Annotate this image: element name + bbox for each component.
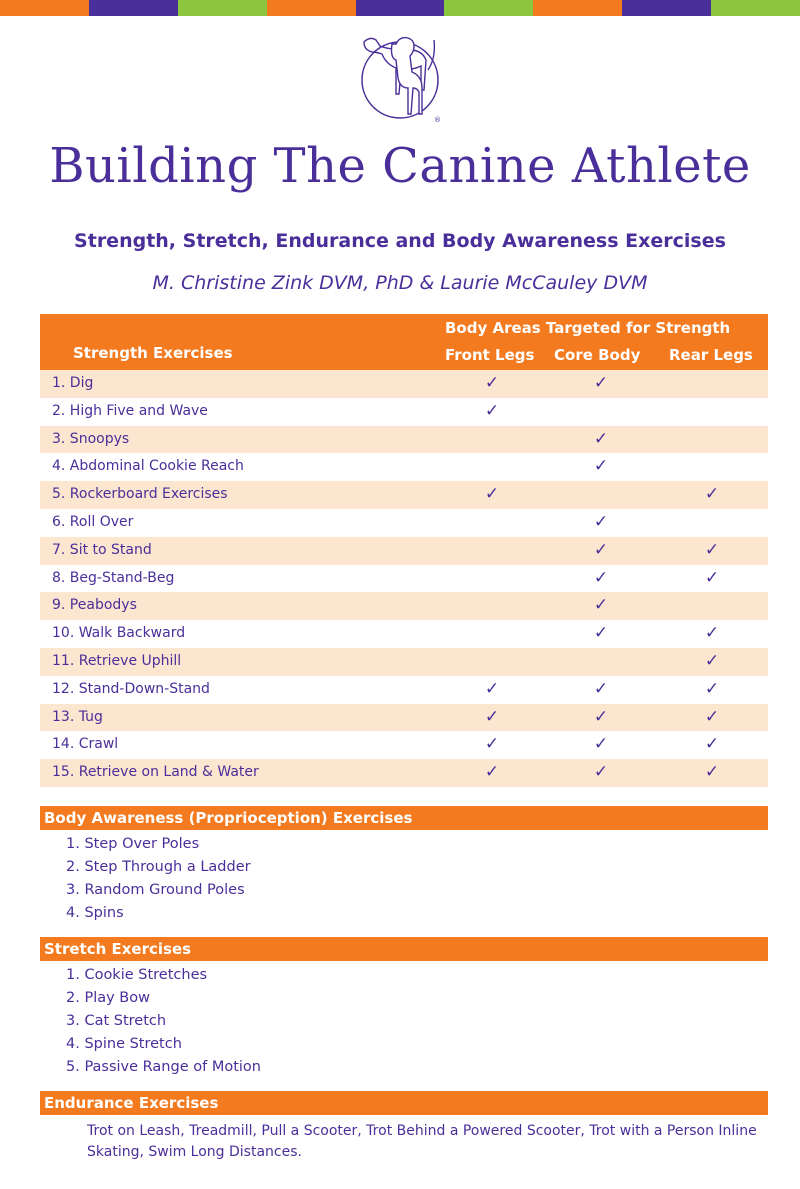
check-icon: ✓ <box>704 567 720 588</box>
check-icon: ✓ <box>484 484 500 505</box>
strength-table <box>40 314 768 787</box>
check-icon: ✓ <box>593 456 609 477</box>
exercise-name: 8. Beg-Stand-Beg <box>52 569 175 586</box>
check-icon: ✓ <box>484 762 500 783</box>
table-row <box>40 537 768 565</box>
list-item: 3. Random Ground Poles <box>66 882 245 898</box>
exercise-name: 12. Stand-Down-Stand <box>52 680 210 697</box>
stretch-list <box>66 964 261 1079</box>
table-row <box>40 759 768 787</box>
check-icon: ✓ <box>593 678 609 699</box>
strength-table-header <box>40 314 768 370</box>
check-icon: ✓ <box>593 595 609 616</box>
exercise-name: 2. High Five and Wave <box>52 402 208 419</box>
endurance-text: Trot on Leash, Treadmill, Pull a Scooter, Trot Behind a Powered Scooter, Trot with a Person Inline Skating, Swim Long Distances. <box>87 1123 757 1160</box>
check-icon: ✓ <box>593 623 609 644</box>
table-row <box>40 731 768 759</box>
check-icon: ✓ <box>704 539 720 560</box>
header-core-body: Core Body <box>554 346 641 364</box>
header-front-legs: Front Legs <box>445 346 535 364</box>
stripe-segment <box>89 0 178 16</box>
svg-text:®: ® <box>434 116 441 124</box>
check-icon: ✓ <box>704 762 720 783</box>
table-row <box>40 676 768 704</box>
exercise-name: 15. Retrieve on Land & Water <box>52 764 259 781</box>
exercise-name: 9. Peabodys <box>52 597 137 614</box>
exercise-name: 3. Snoopys <box>52 430 130 447</box>
list-item: 5. Passive Range of Motion <box>66 1059 261 1075</box>
stripe-segment <box>178 0 267 16</box>
check-icon: ✓ <box>593 373 609 393</box>
stripe-segment <box>267 0 356 16</box>
stripe-segment <box>356 0 445 16</box>
stripe-segment <box>711 0 800 16</box>
table-row <box>40 509 768 537</box>
color-stripe <box>0 0 800 16</box>
authors: M. Christine Zink DVM, PhD & Laurie McCauley DVM <box>152 272 648 294</box>
header-body-areas: Body Areas Targeted for Strength <box>445 319 731 337</box>
check-icon: ✓ <box>593 706 609 727</box>
exercise-name: 14. Crawl <box>52 736 119 753</box>
check-icon: ✓ <box>593 511 609 532</box>
check-icon: ✓ <box>593 762 609 783</box>
exercise-name: 1. Dig <box>52 375 94 391</box>
table-row <box>40 481 768 509</box>
check-icon: ✓ <box>704 678 720 699</box>
check-icon: ✓ <box>593 567 609 588</box>
page-subtitle: Strength, Stretch, Endurance and Body Awareness Exercises <box>74 230 726 252</box>
table-row <box>40 648 768 676</box>
exercise-name: 5. Rockerboard Exercises <box>52 486 228 503</box>
body-awareness-list <box>66 833 251 925</box>
list-item: 2. Play Bow <box>66 990 150 1006</box>
table-row <box>40 370 768 398</box>
table-row <box>40 704 768 732</box>
exercise-name: 13. Tug <box>52 708 103 725</box>
table-row <box>40 592 768 620</box>
list-item: 3. Cat Stretch <box>66 1013 167 1029</box>
header-rear-legs: Rear Legs <box>669 346 753 364</box>
exercise-name: 10. Walk Backward <box>52 625 186 642</box>
stripe-segment <box>533 0 622 16</box>
list-item: 4. Spins <box>66 905 124 921</box>
endurance-heading: Endurance Exercises <box>40 1091 768 1115</box>
list-item: 1. Cookie Stretches <box>66 967 208 983</box>
check-icon: ✓ <box>484 706 500 727</box>
list-item: 2. Step Through a Ladder <box>66 859 251 875</box>
check-icon: ✓ <box>484 400 500 421</box>
check-icon: ✓ <box>484 678 500 699</box>
header-strength-exercises: Strength Exercises <box>73 344 233 362</box>
table-row <box>40 453 768 481</box>
page-title: Building The Canine Athlete <box>49 138 751 194</box>
two-dogs-logo-icon <box>352 28 448 128</box>
body-awareness-heading: Body Awareness (Proprioception) Exercises <box>40 806 768 830</box>
check-icon: ✓ <box>704 650 720 671</box>
table-row <box>40 620 768 648</box>
exercise-name: 6. Roll Over <box>52 513 134 530</box>
exercise-name: 7. Sit to Stand <box>52 541 152 558</box>
check-icon: ✓ <box>704 623 720 644</box>
stripe-segment <box>622 0 711 16</box>
list-item: 4. Spine Stretch <box>66 1036 182 1052</box>
check-icon: ✓ <box>704 706 720 727</box>
check-icon: ✓ <box>593 428 609 449</box>
check-icon: ✓ <box>704 484 720 505</box>
strength-table-body <box>40 370 768 787</box>
stretch-heading: Stretch Exercises <box>40 937 768 961</box>
exercise-name: 11. Retrieve Uphill <box>52 652 182 669</box>
stripe-segment <box>0 0 89 16</box>
check-icon: ✓ <box>593 734 609 755</box>
table-row <box>40 398 768 426</box>
check-icon: ✓ <box>704 734 720 755</box>
table-row <box>40 426 768 454</box>
exercise-name: 4. Abdominal Cookie Reach <box>52 458 244 475</box>
check-icon: ✓ <box>593 539 609 560</box>
list-item: 1. Step Over Poles <box>66 836 200 852</box>
check-icon: ✓ <box>484 373 500 393</box>
table-row <box>40 565 768 593</box>
stripe-segment <box>444 0 533 16</box>
check-icon: ✓ <box>484 734 500 755</box>
